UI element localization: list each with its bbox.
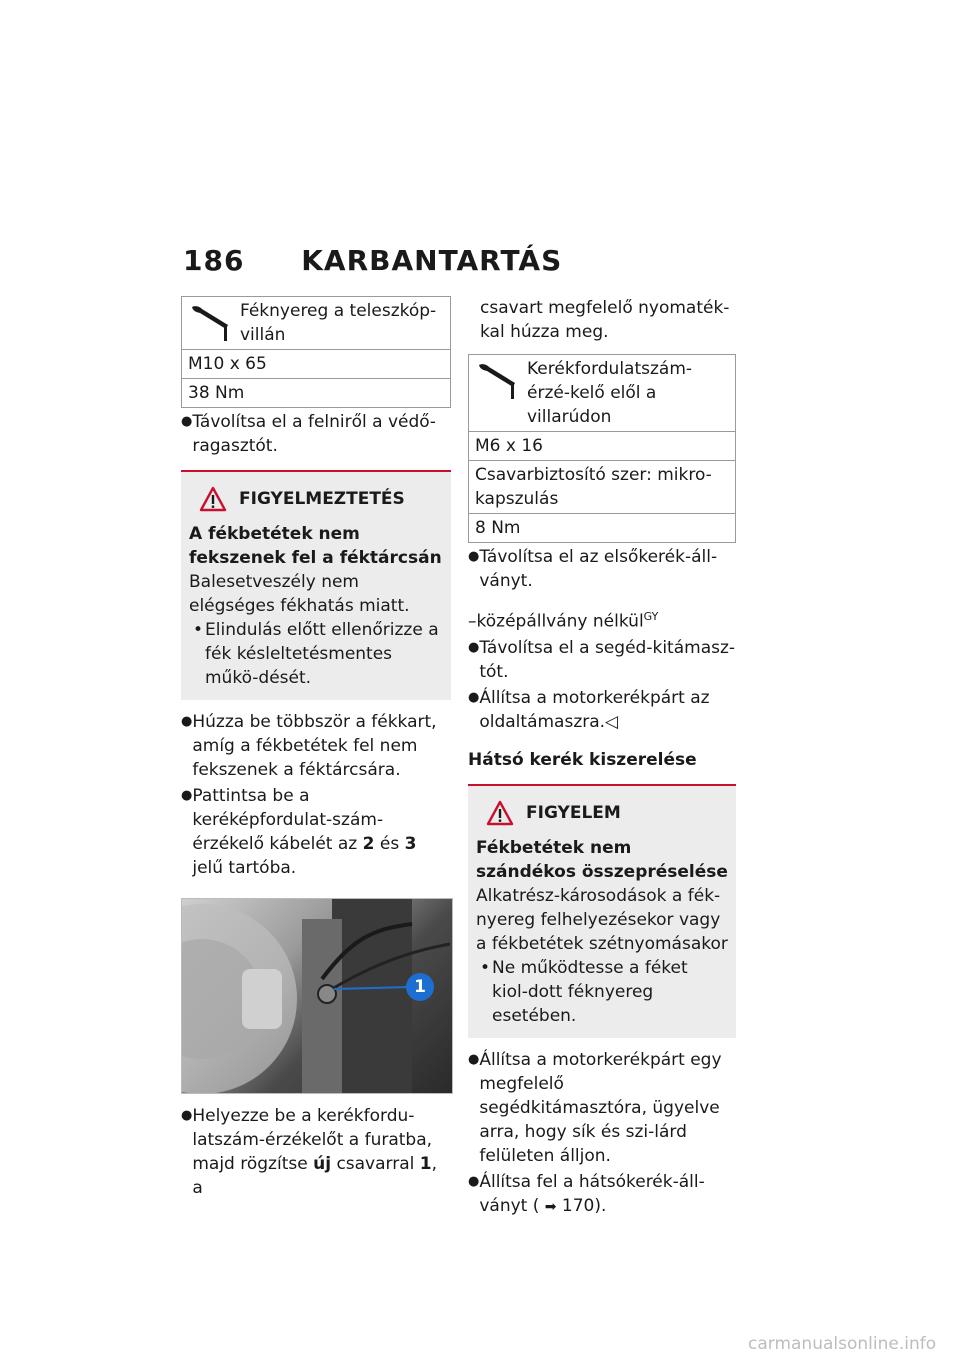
bullet-icon: ● [468, 639, 480, 655]
warning-bullet: • Elindulás előtt ellenőrizze a fék késleltetésmentes műkö-dését. [193, 620, 439, 688]
watermark: carmanualsonline.info [748, 1334, 937, 1354]
left-column [181, 296, 451, 1200]
spec-label: Kerékfordulatszám-érzé-kelő elől a villarúdon [527, 359, 693, 427]
warning-box [468, 784, 736, 1038]
spec-torque: 8 Nm [469, 514, 736, 543]
warning-title: FIGYELMEZTETÉS [239, 489, 405, 509]
wrench-icon [475, 357, 519, 401]
page-number: 186 [183, 244, 245, 277]
step-item: ● Helyezze be a kerékfordu-latszám-érzékelőt a furatba, majd rögzítse új csavarral 1, a [181, 1106, 438, 1198]
chapter-title: KARBANTARTÁS [301, 244, 563, 277]
step-item: ● Távolítsa el az elsőkerék-áll-ványt. [468, 547, 718, 591]
warning-box [181, 470, 451, 700]
warning-body: Alkatrész-károsodások a fék-nyereg felhelyezésekor vagy a fékbetétek szétnyomásakor [476, 885, 728, 954]
bullet-icon: ● [468, 689, 480, 705]
step-item: ● Távolítsa el a felniről a védő-ragasztót. [181, 412, 436, 456]
page-header [183, 244, 562, 277]
warning-triangle-icon [199, 486, 227, 512]
section-title: Hátsó kerék kiszerelése [468, 749, 697, 770]
page-reference[interactable]: 170 [561, 1195, 595, 1216]
bullet-icon: ● [181, 414, 193, 429]
torque-spec-table-caliper [181, 296, 451, 408]
step-item: ● Távolítsa el a segéd-kitámasz-tót. [468, 637, 736, 682]
spec-torque: 38 Nm [182, 379, 451, 408]
warning-triangle-icon [486, 800, 514, 826]
warning-body: Balesetveszély nem elégséges fékhatás miatt. [189, 572, 410, 616]
bullet-icon: ● [468, 1173, 480, 1189]
bullet-icon: ● [181, 788, 193, 803]
variant-note: –középállvány nélkül$^{GY}$ [468, 610, 659, 632]
right-column [468, 296, 736, 1219]
bullet-icon: • [480, 957, 491, 978]
spec-size: M10 x 65 [182, 350, 451, 379]
bullet-icon: • [193, 620, 204, 640]
bullet-icon: ● [181, 1108, 193, 1123]
spec-label: Féknyereg a teleszkóp-villán [240, 301, 437, 345]
step-item: ● Húzza be többször a fékkart, amíg a fékbetétek fel nem fekszenek a féktárcsára. [181, 712, 437, 780]
callout-badge: 1 [406, 973, 434, 1001]
step-item: ● Állítsa fel a hátsókerék-áll-ványt ( ➡ 170). [468, 1170, 736, 1219]
bullet-icon: ● [468, 549, 480, 564]
warning-bullet: • Ne működtesse a féket kiol-dott féknyereg esetében. [480, 957, 688, 1026]
torque-spec-table-sensor [468, 354, 736, 543]
bullet-icon: ● [468, 1051, 480, 1067]
step-item: ● Állítsa a motorkerékpárt az oldaltámaszra.◁ [468, 687, 710, 732]
step-continuation: csavart megfelelő nyomaték-kal húzza meg. [480, 298, 730, 342]
spec-locking: Csavarbiztosító szer: mikro-kapszulás [469, 461, 736, 514]
warning-title: FIGYELEM [526, 802, 621, 823]
bullet-icon: ● [181, 714, 193, 729]
spec-size: M6 x 16 [469, 432, 736, 461]
page-reference-arrow-icon: ➡ [544, 1198, 557, 1215]
warning-subtitle: Fékbetétek nem szándékos összepréselése [476, 837, 728, 882]
sensor-photo [181, 898, 453, 1094]
warning-subtitle: A fékbetétek nem fekszenek fel a féktárcsán [189, 524, 442, 568]
step-item: ● Állítsa a motorkerékpárt egy megfelelő segédkitámasztóra, ügyelve arra, hogy sík és szi-lárd felületen álljon. [468, 1049, 722, 1166]
wrench-icon [188, 299, 232, 343]
step-item: ● Pattintsa be a keréképfordulat-szám-érzékelő kábelét az 2 és 3 jelű tartóba. [181, 786, 417, 878]
